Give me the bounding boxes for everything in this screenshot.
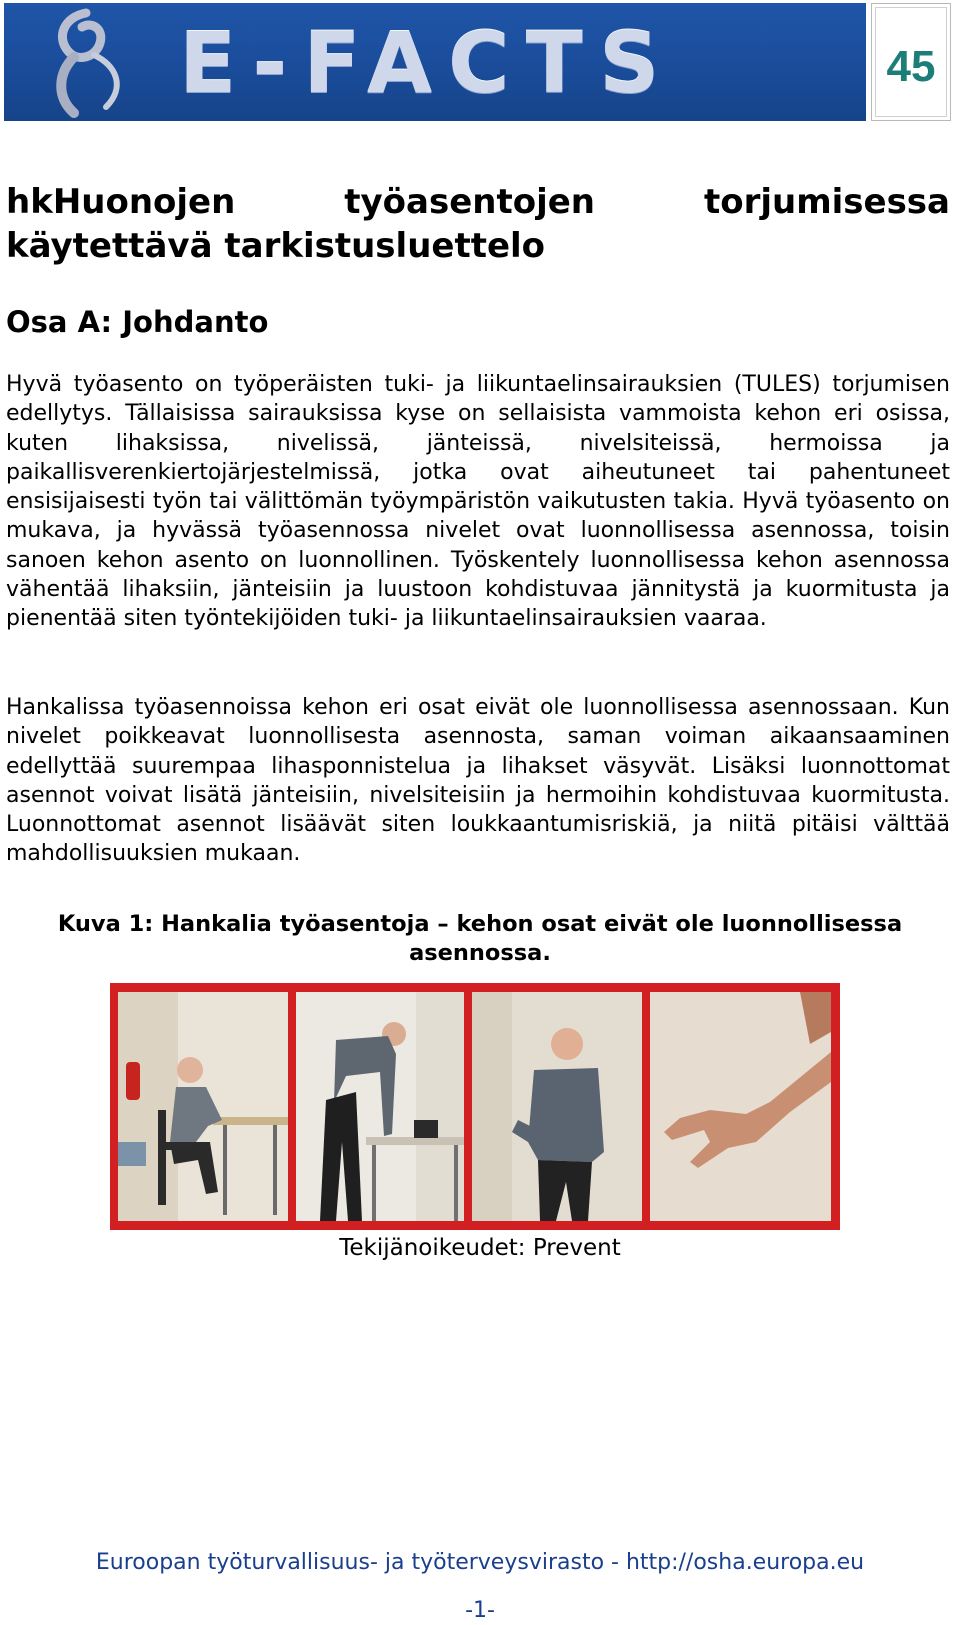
photo-bent-wrist <box>650 992 831 1221</box>
footer-agency-line: Euroopan työturvallisuus- ja työterveysvirasto - http://osha.europa.eu <box>95 1550 865 1575</box>
issue-number: 45 <box>886 42 936 91</box>
header-banner <box>4 3 866 121</box>
awkward-postures-figure <box>110 983 840 1230</box>
title-line-1 <box>6 180 950 224</box>
brand-title: E-FACTS <box>179 14 676 112</box>
document-title <box>6 180 950 268</box>
intro-paragraph-1: Hyvä työasento on työperäisten tuki- ja liikuntaelinsairauksien (TULES) torjumisen edellytys. Tällaisissa sairauksissa kyse on sellaisista vammoista kehon eri osissa, kuten lihaksissa, nivelissä, jänteissä, nivelsiteissä, hermoissa ja paikallisverenkiertojärjestelmissä, jotka ovat aiheutuneet tai pahentuneet ensisijaisesti työn tai välittömän työympäristön vaikutusten takia. Hyvä työasento on mukava, ja hyvässä työasennossa nivelet ovat luonnollisessa asennossa, toisin sanoen kehon asento on luonnollinen. Työskentely luonnollisessa kehon asennossa vähentää lihaksiin, jänteisiin ja luustoon kohdistuvaa jännitystä ja kuormitusta ja pienentää siten työntekijöiden tuki- ja liikuntaelinsairauksien vaaraa. <box>6 372 950 632</box>
intro-paragraph-2: Hankalissa työasennoissa kehon eri osat eivät ole luonnollisessa asennossaan. Kun nivelet poikkeavat luonnollisesta asennosta, saman voiman aikaansaaminen edellyttää suurempaa lihasponnistelua ja lihakset väsyvät. Lisäksi luonnottomat asennot voivat lisätä jänteisiin, nivelsiteisiin ja hermoihin kohdistuvaa kuormitusta. Luonnottomat asennot lisäävät siten loukkaantumisriskiä, ja niitä pitäisi välttää mahdollisuuksien mukaan. <box>6 695 950 867</box>
title-word-2: työasentojen <box>344 182 596 222</box>
title-line-2: käytettävä tarkistusluettelo <box>6 226 546 266</box>
photo-seated-at-table <box>118 992 288 1221</box>
section-heading: Osa A: Johdanto <box>6 305 269 339</box>
issue-number-box <box>871 3 951 121</box>
figure-caption: Kuva 1: Hankalia työasentoja – kehon osat eivät ole luonnollisessa asennossa. <box>57 911 903 966</box>
figure-credit: Tekijänoikeudet: Prevent <box>339 1235 621 1261</box>
page-number: -1- <box>465 1598 495 1623</box>
photo-twisting-torso <box>472 992 642 1221</box>
title-word-3: torjumisessa <box>703 182 950 222</box>
agency-logo-icon <box>34 7 144 119</box>
photo-bending-over-table <box>296 992 464 1221</box>
title-word-1: hkHuonojen <box>6 182 236 222</box>
